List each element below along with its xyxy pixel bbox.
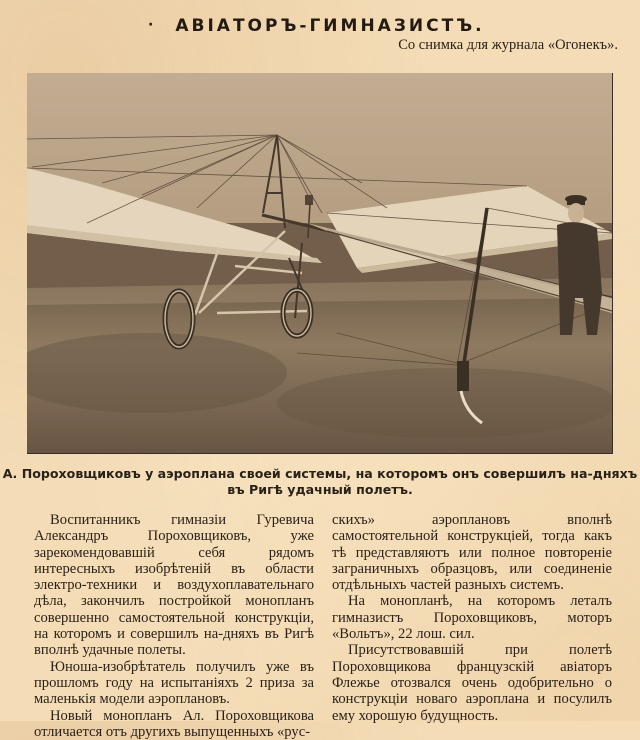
bullet-dot: · [148, 17, 157, 33]
paragraph: Юноша-изобрѣтатель получилъ уже въ прошломъ году на испытанiяхъ 2 приза за маленькiя модели аэроплановъ. [34, 658, 314, 708]
paragraph: На монопланѣ, на которомъ леталъ гимназистъ Пороховщиковъ, моторъ «Вольтъ», 22 лош. сил. [332, 593, 612, 643]
caption-line-1: А. Пороховщиковъ у аэроплана своей системы, на которомъ онъ совершилъ на-дняхъ [2, 466, 638, 481]
article-title [0, 16, 640, 36]
paragraph: Новый монопланъ Ал. Пороховщикова отличается отъ другихъ выпущенныхъ «рус- [34, 707, 314, 740]
photo-source-credit: Со снимка для журнала «Огонекъ». [398, 37, 618, 53]
article-title-text: АВIАТОРЪ-ГИМНАЗИСТЪ. [175, 16, 485, 36]
monoplane-photo [27, 73, 613, 454]
paragraph: Присутствовавшiй при полетѣ Пороховщикова французскiй авiаторъ Флежье отозвался очень одобрительно о конструкцiи новаго аэроплана и посулилъ ему хорошую будущность. [332, 642, 612, 724]
paragraph: Воспитанникъ гимназiи Гуревича Александръ Пороховщиковъ, уже зарекомендовавшiй себя рядомъ интересныхъ изобрѣтенiй въ области электро-техники и воздухоплавательнаго дѣла, закончилъ постройкой монопланъ совершенно самостоятельной конструкцiи, на которомъ и совершилъ на-дняхъ въ Ригѣ вполнѣ удачные полеты. [34, 512, 314, 659]
caption-line-2: въ Ригѣ удачный полетъ. [227, 482, 413, 497]
article-column-right [332, 512, 612, 724]
photo-caption [0, 466, 640, 498]
paragraph: скихъ» аэроплановъ вполнѣ самостоятельной конструкцiей, тогда какъ тѣ представляютъ или полное повторенiе заграничныхъ образцовъ, или соединенiе отдѣльныхъ частей разныхъ системъ. [332, 512, 612, 594]
article-column-left [34, 512, 314, 740]
